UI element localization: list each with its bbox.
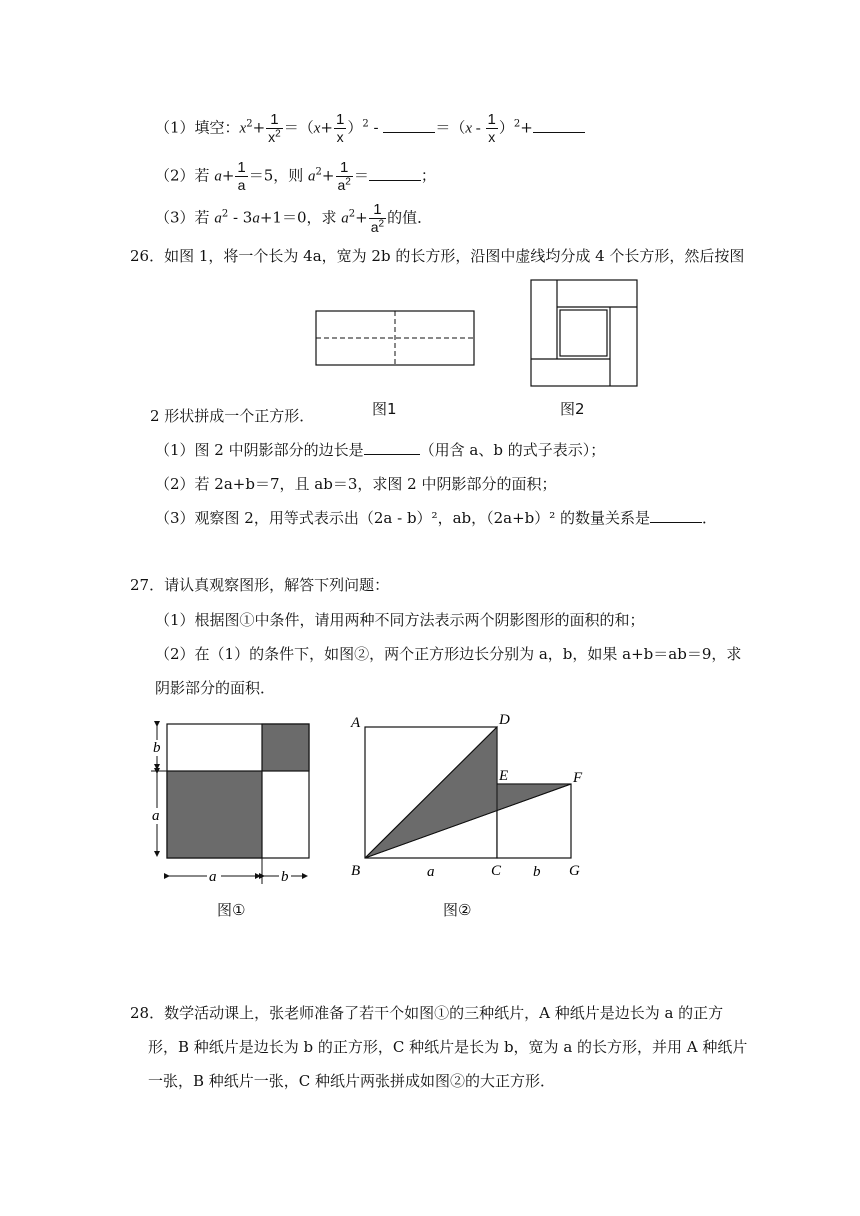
q25-a-c: a <box>214 210 222 227</box>
fraction-1-over-x-b <box>486 112 498 145</box>
numerator: 1 <box>270 111 279 128</box>
label-F: F <box>573 770 583 786</box>
q25-p3-mid: - 3 <box>228 208 253 227</box>
q25-sup-b: 2 <box>362 118 369 130</box>
q25-p2-end: ； <box>420 166 436 185</box>
label-b-horizontal: b <box>281 869 289 885</box>
numerator: 1 <box>336 111 345 128</box>
outer-square <box>531 280 637 386</box>
q25-p1-prefix: （1）填空： <box>155 118 240 137</box>
denom-a: a <box>370 219 379 235</box>
q25-sup: 2 <box>246 118 253 130</box>
q25-sup-e: 2 <box>221 208 229 220</box>
q26-sub1 <box>155 440 605 460</box>
q25-p2-eq: ＝ <box>353 166 369 185</box>
q25-sup-d: 2 <box>315 166 322 178</box>
figure-2-caption: 图2 <box>560 400 585 418</box>
q25-part3: （3）若 $a^2 - 3a+1=0$，求 $a^2+$ $\frac{1}{a^2}$ 的值． <box>155 201 433 235</box>
q26-sub3 <box>155 508 717 528</box>
q26-line1: 26．如图 1，将一个长为 4a，宽为 2b 的长方形，沿图中虚线均分成 4 个长方形，然后按图 <box>130 247 745 265</box>
numerator: 1 <box>237 159 246 176</box>
q25-p3-mid2: +1＝0，求 <box>259 208 342 227</box>
q25-eq1: ＝（ <box>283 118 314 137</box>
q27-sub1: （1）根据图①中条件，请用两种不同方法表示两个阴影图形的面积的和； <box>155 611 645 629</box>
label-D: D <box>499 712 510 728</box>
answer-blank[interactable] <box>364 440 420 455</box>
denom-a: a <box>337 177 346 193</box>
denominator <box>336 176 353 193</box>
q26-figure-1 <box>310 305 482 370</box>
denominator <box>369 218 386 235</box>
numerator: 1 <box>373 201 382 218</box>
numerator: 1 <box>487 111 496 128</box>
q27-figure-1 <box>145 718 320 888</box>
denominator <box>266 128 283 145</box>
answer-blank[interactable] <box>533 118 585 133</box>
q25-plus: + <box>520 118 533 137</box>
q25-a-e: a <box>341 210 349 227</box>
q25-x: x <box>239 120 247 137</box>
fraction-1-over-a2-b <box>369 202 386 235</box>
numerator: 1 <box>340 159 349 176</box>
q25-sup-f: 2 <box>348 208 356 220</box>
denominator: x <box>486 128 498 145</box>
q25-p3-prefix: （3）若 <box>155 208 215 227</box>
figure-1-caption: 图① <box>217 901 246 919</box>
label-a-horizontal: a <box>209 869 217 885</box>
q28-line3: 一张，B 种纸片一张，C 种纸片两张拼成如图②的大正方形． <box>148 1072 556 1090</box>
q28-line1: 28．数学活动课上，张老师准备了若干个如图①的三种纸片，A 种纸片是边长为 a 的正方 <box>130 1004 724 1022</box>
shaded-square-a <box>167 771 262 858</box>
fraction-1-over-a2 <box>336 160 353 193</box>
denom-sup: 2 <box>345 176 351 188</box>
q25-a-b: a <box>308 168 316 185</box>
q25-part1: （1）填空：$x^2+$ $\frac{1}{x^2}$ ＝（x+ $\frac{1}{x}$ ）$^2$ - ＝（x - $\frac{1}{x}$ ）$^2$+ <box>155 112 585 145</box>
denom-x: x <box>268 129 276 145</box>
q25-part2: （2）若 a+ $\frac{1}{a}$ ＝5，则 $a^2+$ $\frac{1}{a^2}$ ＝ ； <box>155 159 436 193</box>
label-b-vertical: b <box>153 740 161 756</box>
label-A: A <box>351 715 361 731</box>
label-b: b <box>533 864 541 880</box>
shaded-square-b <box>262 724 309 771</box>
denominator: x <box>334 128 346 145</box>
denom-sup: 2 <box>378 218 385 230</box>
denominator: a <box>235 176 247 193</box>
q25-p2-mid: ＝5，则 <box>248 166 309 185</box>
q28-line2: 形，B 种纸片是边长为 b 的正方形，C 种纸片是长为 b，宽为 a 的长方形，并用 A 种纸片 <box>148 1038 748 1056</box>
q27-figure-2 <box>345 710 590 880</box>
q26-sub2: （2）若 2a+b＝7，且 ab＝3，求图 2 中阴影部分的面积； <box>155 475 557 493</box>
label-B: B <box>351 863 361 879</box>
q26-s1-b: （用含 a、b 的式子表示）； <box>419 441 606 459</box>
q25-a: a <box>214 168 222 185</box>
q25-a-d: a <box>252 210 260 227</box>
q25-sup-c: 2 <box>513 118 521 130</box>
q25-eq2: ＝（ <box>435 118 466 137</box>
q27-sub2a: （2）在（1）的条件下，如图②，两个正方形边长分别为 a，b，如果 a+b＝ab＝9，求 <box>155 645 742 663</box>
answer-blank[interactable] <box>383 118 435 133</box>
q26-s1-a: （1）图 2 中阴影部分的边长是 <box>155 441 364 459</box>
q25-p2-prefix: （2）若 <box>155 166 215 185</box>
q25-minus: - <box>368 118 384 137</box>
fraction-1-over-a <box>235 160 247 193</box>
q27-sub2b: 阴影部分的面积． <box>155 679 276 697</box>
q27-line1: 27．请认真观察图形，解答下列问题： <box>130 576 390 594</box>
answer-blank[interactable] <box>369 166 421 181</box>
figure-2-caption: 图② <box>443 901 472 919</box>
q25-p3-end: 的值． <box>387 208 433 227</box>
figure-1-caption: 图1 <box>372 400 397 418</box>
fraction-1-over-x <box>334 112 346 145</box>
q25-rparen: ） <box>347 118 363 137</box>
label-C: C <box>491 863 502 879</box>
label-G: G <box>569 863 580 879</box>
q26-s3-b: ． <box>702 509 718 527</box>
q26-line2: 2 形状拼成一个正方形． <box>150 407 315 425</box>
q25-x-b: x <box>313 120 321 137</box>
denom-sup: 2 <box>275 128 281 140</box>
label-a-vertical: a <box>152 808 160 824</box>
q25-x-minus: x - <box>465 120 485 137</box>
q26-figure-2 <box>526 276 642 390</box>
label-a: a <box>427 864 435 880</box>
label-E: E <box>499 768 509 784</box>
q25-rparen-b: ） <box>498 118 514 137</box>
q26-s3-a: （3）观察图 2，用等式表示出（2a - b）²，ab，（2a+b）² 的数量关系是 <box>155 509 651 527</box>
fraction-1-over-x2 <box>266 112 283 145</box>
answer-blank[interactable] <box>650 508 702 523</box>
